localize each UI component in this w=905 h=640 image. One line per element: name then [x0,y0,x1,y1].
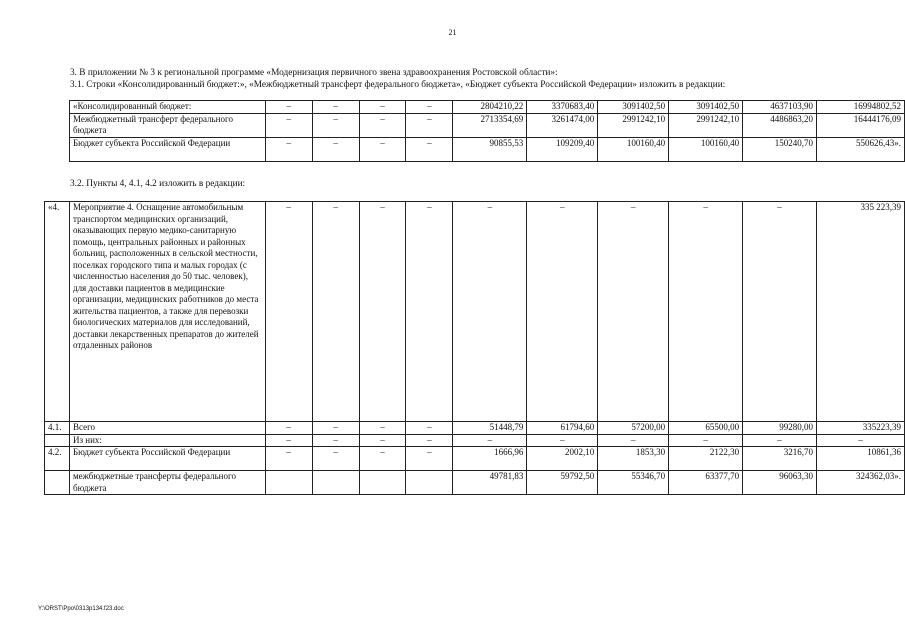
paragraph-3-1: 3.1. Строки «Консолидированный бюджет:», «Межбюджетный трансферт федерального бюджета», «Бюджет субъекта Российской Федерации» изложить в редакции: [70,80,726,90]
cell-value: 2991242,10 [669,113,743,137]
cell-value: 2122,30 [669,447,743,471]
cell-dash: – [265,447,312,471]
row-number: 4.1. [45,422,70,435]
cell-value: 2002,10 [527,447,598,471]
cell-dash: – [312,434,359,447]
cell-value: – [669,202,743,422]
cell-value: 2713354,69 [453,113,527,137]
paragraph-3-2: 3.2. Пункты 4, 4.1, 4.2 изложить в редакции: [70,179,246,189]
cell-dash: – [312,422,359,435]
cell-value: 335 223,39 [817,202,905,422]
table-row [70,101,905,114]
cell-value: – [817,434,905,447]
cell-value: 16444176,09 [817,113,905,137]
cell-dash: – [406,447,453,471]
cell-dash: – [312,101,359,114]
cell-dash: – [406,137,453,161]
row-label: Бюджет субъекта Российской Федерации [69,447,265,471]
cell-value: 2991242,10 [598,113,669,137]
cell-value: 57200,00 [598,422,669,435]
cell-dash [312,471,359,495]
cell-dash: – [265,113,312,137]
cell-dash: – [312,113,359,137]
table-row [70,137,905,161]
table-row [45,447,905,471]
cell-value: 100160,40 [669,137,743,161]
cell-dash: – [406,113,453,137]
cell-value: – [598,434,669,447]
cell-value: 550626,43». [817,137,905,161]
cell-value: 1666,96 [453,447,527,471]
budget-table [69,100,905,162]
row-number: «4. [45,202,70,422]
cell-value: – [743,434,817,447]
cell-value: 96063,30 [743,471,817,495]
cell-value: 16994802,52 [817,101,905,114]
cell-dash: – [406,101,453,114]
cell-value: 3091402,50 [598,101,669,114]
cell-dash: – [359,113,406,137]
cell-dash: – [265,101,312,114]
cell-dash [406,471,453,495]
row-label: Межбюджетный трансферт федерального бюджета [70,113,266,137]
cell-value: 10861,36 [817,447,905,471]
cell-dash: – [265,202,312,422]
cell-value: 65500,00 [669,422,743,435]
table-row [45,471,905,495]
cell-dash: – [265,422,312,435]
cell-dash: – [406,202,453,422]
cell-dash: – [359,434,406,447]
cell-value: – [598,202,669,422]
cell-value: 51448,79 [453,422,527,435]
cell-value: 99280,00 [743,422,817,435]
cell-dash: – [359,422,406,435]
file-path-footer: Y:\ORST\Ppo\0313p134.f23.doc [38,606,124,612]
cell-dash: – [359,137,406,161]
row-label: Бюджет субъекта Российской Федерации [70,137,266,161]
cell-value: 335223,39 [817,422,905,435]
page-number: 21 [448,28,457,37]
table-row [70,113,905,137]
cell-value: 4486863,20 [743,113,817,137]
cell-value: – [527,434,598,447]
cell-value: – [453,434,527,447]
table-row [45,202,905,422]
cell-dash [265,471,312,495]
cell-dash: – [359,447,406,471]
cell-value: – [669,434,743,447]
cell-value: – [743,202,817,422]
cell-dash [359,471,406,495]
cell-value: 90855,53 [453,137,527,161]
cell-dash: – [312,447,359,471]
cell-value: 3370683,40 [527,101,598,114]
cell-dash: – [265,434,312,447]
cell-value: 3216,70 [743,447,817,471]
cell-value: 55346,70 [598,471,669,495]
row-label: Мероприятие 4. Оснащение автомобильным транспортом медицинских организаций, оказывающих первую медико-санитарную помощь, центральных районных и районных больниц, расположенных в сельской местности, поселках городского типа и малых городах (с численностью населения до 50 тыс. человек), для доставки пациентов в медицинские организации, медицинских работников до места жительства пациентов, а также для перевозки биологических материалов для исследований, доставки лекарственных препаратов до жителей отдаленных районов [69,202,265,422]
paragraph-3: 3. В приложении № 3 к региональной программе «Модернизация первичного звена здравоохранения Ростовской области»: [70,68,558,78]
cell-value: 49781,83 [453,471,527,495]
measures-table [44,201,905,495]
cell-value: 59792,50 [527,471,598,495]
row-label: Всего [69,422,265,435]
cell-dash: – [406,422,453,435]
cell-value: – [527,202,598,422]
cell-dash: – [359,101,406,114]
row-label: Из них: [69,434,265,447]
row-number [45,434,70,447]
table-row [45,434,905,447]
cell-value: 2804210,22 [453,101,527,114]
cell-value: 63377,70 [669,471,743,495]
cell-value: 150240,70 [743,137,817,161]
table-row [45,422,905,435]
cell-value: 3261474,00 [527,113,598,137]
row-number: 4.2. [45,447,70,471]
cell-value: 4637103,90 [743,101,817,114]
row-number [45,471,70,495]
cell-value: 3091402,50 [669,101,743,114]
cell-dash: – [406,434,453,447]
cell-value: 109209,40 [527,137,598,161]
cell-value: 61794,60 [527,422,598,435]
cell-value: 100160,40 [598,137,669,161]
cell-dash: – [312,202,359,422]
row-label: межбюджетные трансферты федерального бюджета [69,471,265,495]
cell-value: 324362,03». [817,471,905,495]
cell-value: – [453,202,527,422]
cell-dash: – [359,202,406,422]
cell-dash: – [312,137,359,161]
row-label: «Консолидированный бюджет: [70,101,266,114]
cell-dash: – [265,137,312,161]
cell-value: 1853,30 [598,447,669,471]
